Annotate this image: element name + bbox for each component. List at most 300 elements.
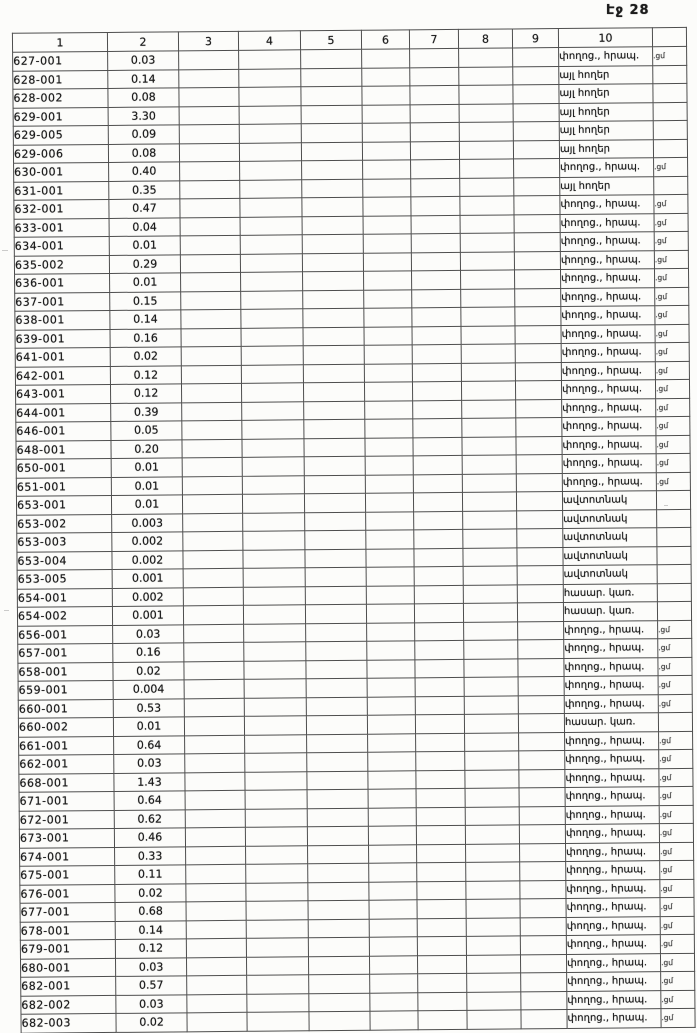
empty-cell: [459, 48, 513, 67]
empty-cell: [413, 492, 462, 511]
area-cell: 0.35: [109, 180, 180, 199]
empty-cell: [521, 1010, 567, 1029]
empty-cell: [181, 328, 241, 347]
empty-cell: [517, 547, 563, 566]
empty-cell: [461, 381, 515, 400]
empty-cell: [459, 66, 513, 85]
empty-cell: [242, 494, 304, 513]
empty-cell: [459, 140, 513, 159]
code-cell: 653-004: [17, 551, 112, 570]
empty-cell: [414, 585, 463, 604]
empty-cell: [465, 788, 519, 807]
code-cell: 630-001: [14, 162, 109, 181]
margin-note: [653, 139, 687, 158]
empty-cell: [363, 215, 411, 234]
empty-cell: [516, 455, 562, 474]
empty-cell: [516, 436, 562, 455]
margin-note: .ցմ: [659, 768, 693, 787]
empty-cell: [513, 48, 559, 67]
empty-cell: [460, 196, 514, 215]
code-cell: 633-001: [14, 218, 109, 237]
margin-note: .ցմ: [660, 879, 694, 898]
code-cell: 646-001: [16, 421, 111, 440]
code-cell: 643-001: [15, 384, 110, 403]
empty-cell: [241, 383, 303, 402]
code-cell: 657-001: [18, 643, 113, 662]
area-cell: 0.40: [109, 162, 180, 181]
empty-cell: [241, 346, 303, 365]
margin-note: [657, 546, 691, 565]
empty-cell: [182, 476, 242, 495]
empty-cell: [369, 900, 417, 919]
margin-note: .ցմ: [654, 231, 688, 250]
empty-cell: [243, 605, 305, 624]
empty-cell: [307, 771, 368, 790]
empty-cell: [461, 325, 515, 344]
category-cell: փողոց., հրապ.: [559, 47, 653, 66]
empty-cell: [247, 1012, 309, 1031]
empty-cell: [518, 714, 564, 733]
empty-cell: [514, 233, 560, 252]
code-cell: 673-001: [19, 828, 114, 847]
empty-cell: [303, 308, 364, 327]
empty-cell: [369, 863, 417, 882]
empty-cell: [245, 827, 307, 846]
empty-cell: [305, 604, 366, 623]
empty-cell: [241, 327, 303, 346]
area-cell: 0.33: [115, 846, 186, 865]
empty-cell: [366, 548, 414, 567]
margin-note: [654, 176, 688, 195]
empty-cell: [461, 270, 515, 289]
empty-cell: [514, 270, 560, 289]
code-cell: 675-001: [20, 865, 115, 884]
margin-note: .ցմ: [656, 472, 690, 491]
empty-cell: [304, 419, 365, 438]
code-cell: 650-001: [16, 458, 111, 477]
empty-cell: [412, 381, 461, 400]
empty-cell: [466, 917, 520, 936]
margin-note: .ցմ: [655, 287, 689, 306]
area-cell: 0.02: [115, 883, 186, 902]
empty-cell: [181, 365, 241, 384]
empty-cell: [368, 733, 416, 752]
category-cell: փողոց., հրապ.: [567, 990, 661, 1009]
empty-cell: [246, 919, 308, 938]
empty-cell: [303, 271, 364, 290]
empty-cell: [415, 659, 464, 678]
margin-note: .ցմ: [660, 860, 694, 879]
area-cell: 0.03: [113, 624, 184, 643]
scan-artifact: [4, 610, 9, 611]
empty-cell: [305, 586, 366, 605]
category-cell: փողոց., հրապ.: [562, 454, 656, 473]
category-cell: փողոց., հրապ.: [564, 639, 658, 658]
empty-cell: [521, 991, 567, 1010]
empty-cell: [305, 530, 366, 549]
empty-cell: [301, 49, 362, 68]
area-cell: 0.03: [114, 754, 185, 773]
empty-cell: [239, 142, 301, 161]
empty-cell: [246, 938, 308, 957]
empty-cell: [465, 806, 519, 825]
empty-cell: [308, 845, 369, 864]
category-cell: փողոց., հրապ.: [565, 824, 659, 843]
category-cell: փողոց., հրապ.: [560, 269, 654, 288]
empty-cell: [244, 697, 306, 716]
empty-cell: [306, 660, 367, 679]
category-cell: փողոց., հրապ.: [565, 731, 659, 750]
empty-cell: [413, 455, 462, 474]
empty-cell: [301, 142, 362, 161]
empty-cell: [364, 308, 412, 327]
area-cell: 0.12: [110, 384, 181, 403]
empty-cell: [240, 198, 302, 217]
empty-cell: [414, 529, 463, 548]
empty-cell: [306, 678, 367, 697]
empty-cell: [307, 826, 368, 845]
category-cell: հասար. կառ.: [563, 583, 657, 602]
margin-note: .ցմ: [659, 731, 693, 750]
empty-cell: [412, 344, 461, 363]
margin-note: .ցմ: [656, 435, 690, 454]
empty-cell: [244, 642, 306, 661]
empty-cell: [513, 85, 559, 104]
code-cell: 678-001: [20, 921, 115, 940]
area-cell: 0.01: [111, 476, 182, 495]
category-cell: փողոց., հրապ.: [565, 787, 659, 806]
empty-cell: [180, 161, 240, 180]
margin-note: .ցմ: [656, 453, 690, 472]
empty-cell: [515, 288, 561, 307]
empty-cell: [185, 809, 245, 828]
empty-cell: [243, 512, 305, 531]
empty-cell: [460, 251, 514, 270]
empty-cell: [365, 456, 413, 475]
empty-cell: [303, 290, 364, 309]
empty-cell: [183, 550, 243, 569]
code-cell: 653-003: [17, 532, 112, 551]
code-cell: 682-001: [21, 976, 116, 995]
empty-cell: [513, 140, 559, 159]
empty-cell: [461, 307, 515, 326]
empty-cell: [464, 658, 518, 677]
empty-cell: [516, 492, 562, 511]
empty-cell: [467, 991, 521, 1010]
column-header-7: 7: [409, 29, 458, 48]
area-cell: 0.01: [111, 495, 182, 514]
empty-cell: [518, 695, 564, 714]
area-cell: 0.03: [116, 994, 187, 1013]
margin-note: .ցմ: [655, 342, 689, 361]
empty-cell: [465, 751, 519, 770]
margin-note: [653, 120, 687, 139]
area-cell: 0.09: [108, 125, 179, 144]
empty-cell: [362, 104, 410, 123]
empty-cell: [367, 678, 415, 697]
empty-cell: [464, 677, 518, 696]
empty-cell: [459, 103, 513, 122]
empty-cell: [304, 456, 365, 475]
category-cell: հասար. կառ.: [564, 713, 658, 732]
area-cell: 0.14: [110, 310, 181, 329]
empty-cell: [416, 751, 465, 770]
area-cell: 0.15: [110, 291, 181, 310]
empty-cell: [187, 1012, 247, 1031]
empty-cell: [410, 85, 459, 104]
empty-cell: [519, 806, 565, 825]
code-cell: 668-001: [19, 773, 114, 792]
empty-cell: [302, 160, 363, 179]
empty-cell: [411, 178, 460, 197]
empty-cell: [369, 881, 417, 900]
empty-cell: [181, 383, 241, 402]
margin-note: [656, 490, 690, 509]
code-cell: 661-001: [19, 736, 114, 755]
code-cell: 641-001: [15, 347, 110, 366]
empty-cell: [519, 825, 565, 844]
margin-note: .ցմ: [653, 46, 687, 65]
scan-artifact: [2, 250, 8, 251]
code-cell: 635-002: [14, 255, 109, 274]
category-cell: փողոց., հրապ.: [560, 250, 654, 269]
empty-cell: [305, 549, 366, 568]
empty-cell: [414, 548, 463, 567]
empty-cell: [365, 437, 413, 456]
empty-cell: [306, 623, 367, 642]
empty-cell: [368, 789, 416, 808]
empty-cell: [369, 844, 417, 863]
empty-cell: [364, 363, 412, 382]
category-cell: փողոց., հրապ.: [562, 398, 656, 417]
area-cell: 0.68: [115, 902, 186, 921]
empty-cell: [417, 899, 466, 918]
empty-cell: [306, 715, 367, 734]
code-cell: 680-001: [20, 958, 115, 977]
category-cell: փողոց., հրապ.: [567, 1009, 661, 1028]
empty-cell: [247, 993, 309, 1012]
empty-cell: [244, 716, 306, 735]
empty-cell: [304, 438, 365, 457]
page-number: Էջ 28: [606, 3, 650, 18]
area-cell: 0.001: [112, 606, 183, 625]
empty-cell: [417, 918, 466, 937]
category-cell: փողոց., հրապ.: [565, 750, 659, 769]
empty-cell: [520, 862, 566, 881]
margin-note: .ցմ: [655, 305, 689, 324]
empty-cell: [370, 974, 418, 993]
empty-cell: [461, 288, 515, 307]
empty-cell: [364, 326, 412, 345]
empty-cell: [182, 420, 242, 439]
margin-note: [657, 601, 691, 620]
margin-note: .ցմ: [659, 749, 693, 768]
empty-cell: [246, 956, 308, 975]
empty-cell: [303, 345, 364, 364]
empty-cell: [367, 715, 415, 734]
empty-cell: [241, 364, 303, 383]
empty-cell: [306, 641, 367, 660]
empty-cell: [181, 309, 241, 328]
category-cell: այլ հողեր: [559, 84, 653, 103]
code-cell: 658-001: [18, 662, 113, 681]
margin-note: .ցմ: [654, 268, 688, 287]
empty-cell: [460, 159, 514, 178]
empty-cell: [240, 216, 302, 235]
area-cell: 0.39: [111, 402, 182, 421]
empty-cell: [413, 437, 462, 456]
empty-cell: [461, 362, 515, 381]
code-cell: 679-001: [20, 939, 115, 958]
empty-cell: [367, 641, 415, 660]
land-register-table: [12, 27, 696, 1033]
code-cell: 654-001: [17, 588, 112, 607]
empty-cell: [305, 567, 366, 586]
empty-cell: [466, 936, 520, 955]
empty-cell: [366, 585, 414, 604]
empty-cell: [179, 106, 239, 125]
empty-cell: [417, 955, 466, 974]
margin-note: .ցմ: [655, 361, 689, 380]
empty-cell: [187, 994, 247, 1013]
empty-cell: [240, 235, 302, 254]
empty-cell: [412, 326, 461, 345]
category-cell: այլ հողեր: [559, 65, 653, 84]
empty-cell: [415, 714, 464, 733]
empty-cell: [304, 401, 365, 420]
empty-cell: [463, 547, 517, 566]
empty-cell: [186, 920, 246, 939]
empty-cell: [516, 418, 562, 437]
empty-cell: [180, 254, 240, 273]
empty-cell: [462, 399, 516, 418]
empty-cell: [362, 86, 410, 105]
column-header-1: 1: [12, 32, 107, 52]
code-cell: 674-001: [20, 847, 115, 866]
code-cell: 653-005: [17, 569, 112, 588]
area-cell: 0.04: [109, 217, 180, 236]
empty-cell: [182, 457, 242, 476]
code-cell: 648-001: [16, 440, 111, 459]
margin-note: .ցմ: [660, 916, 694, 935]
area-cell: 0.29: [109, 254, 180, 273]
empty-cell: [410, 48, 459, 67]
empty-cell: [363, 252, 411, 271]
empty-cell: [514, 159, 560, 178]
empty-cell: [411, 252, 460, 271]
empty-cell: [246, 882, 308, 901]
empty-cell: [515, 325, 561, 344]
code-cell: 634-001: [14, 236, 109, 255]
empty-cell: [183, 605, 243, 624]
empty-cell: [416, 825, 465, 844]
empty-cell: [517, 529, 563, 548]
empty-cell: [370, 992, 418, 1011]
empty-cell: [416, 807, 465, 826]
empty-cell: [366, 567, 414, 586]
empty-cell: [306, 697, 367, 716]
empty-cell: [467, 1010, 521, 1029]
empty-cell: [369, 955, 417, 974]
category-cell: հասար. կառ.: [563, 602, 657, 621]
area-cell: 0.01: [111, 458, 182, 477]
empty-cell: [465, 732, 519, 751]
area-cell: 0.08: [108, 88, 179, 107]
code-cell: 677-001: [20, 902, 115, 921]
margin-note: .ցմ: [654, 250, 688, 269]
margin-note: .ցմ: [660, 934, 694, 953]
category-cell: փողոց., հրապ.: [560, 232, 654, 251]
empty-cell: [364, 345, 412, 364]
empty-cell: [180, 198, 240, 217]
empty-cell: [183, 568, 243, 587]
code-cell: 629-006: [13, 144, 108, 163]
empty-cell: [307, 734, 368, 753]
empty-cell: [301, 123, 362, 142]
margin-note: [653, 102, 687, 121]
empty-cell: [514, 196, 560, 215]
empty-cell: [363, 160, 411, 179]
empty-cell: [362, 123, 410, 142]
area-cell: 0.003: [112, 513, 183, 532]
category-cell: այլ հողեր: [560, 176, 654, 195]
column-header-2: 2: [107, 32, 178, 52]
area-cell: 0.01: [113, 717, 184, 736]
code-cell: 662-001: [19, 754, 114, 773]
code-cell: 629-001: [13, 107, 108, 126]
empty-cell: [368, 807, 416, 826]
empty-cell: [518, 658, 564, 677]
empty-cell: [461, 344, 515, 363]
empty-cell: [417, 862, 466, 881]
empty-cell: [240, 253, 302, 272]
empty-cell: [179, 87, 239, 106]
empty-cell: [184, 716, 244, 735]
empty-cell: [464, 640, 518, 659]
empty-cell: [241, 290, 303, 309]
empty-cell: [301, 105, 362, 124]
empty-cell: [302, 197, 363, 216]
category-cell: փողոց., հրապ.: [562, 472, 656, 491]
code-cell: 638-001: [15, 310, 110, 329]
empty-cell: [517, 603, 563, 622]
empty-cell: [186, 846, 246, 865]
empty-cell: [245, 790, 307, 809]
table-sheet: [12, 27, 696, 1033]
empty-cell: [460, 177, 514, 196]
empty-cell: [180, 180, 240, 199]
empty-cell: [466, 843, 520, 862]
empty-cell: [244, 623, 306, 642]
empty-cell: [520, 880, 566, 899]
empty-cell: [369, 918, 417, 937]
code-cell: 636-001: [15, 273, 110, 292]
empty-cell: [303, 364, 364, 383]
empty-cell: [518, 621, 564, 640]
empty-cell: [466, 880, 520, 899]
empty-cell: [179, 143, 239, 162]
code-cell: 654-002: [17, 606, 112, 625]
empty-cell: [242, 401, 304, 420]
empty-cell: [463, 603, 517, 622]
empty-cell: [463, 510, 517, 529]
margin-note: .ցմ: [654, 157, 688, 176]
empty-cell: [464, 621, 518, 640]
empty-cell: [514, 214, 560, 233]
empty-cell: [515, 307, 561, 326]
empty-cell: [520, 917, 566, 936]
margin-note: .ցմ: [658, 694, 692, 713]
